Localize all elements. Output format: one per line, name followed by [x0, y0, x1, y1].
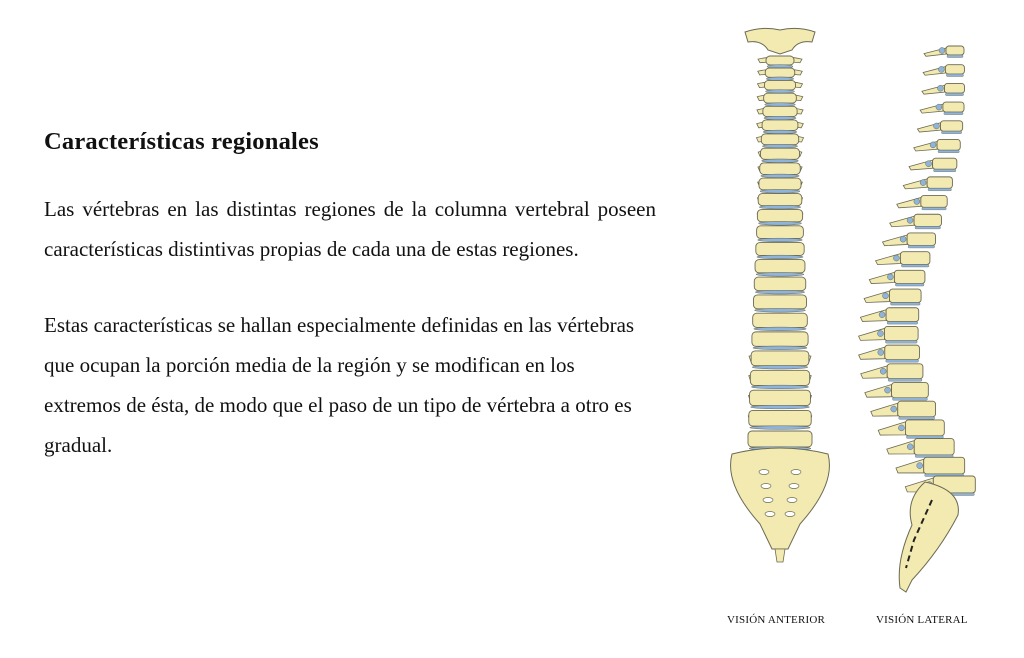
- vertebra-body: [757, 226, 804, 239]
- vertebra-body: [900, 252, 929, 265]
- vertebra-body: [758, 194, 802, 206]
- intervertebral-foramen: [880, 368, 886, 374]
- intervertebral-foramen: [891, 406, 897, 412]
- intervertebral-foramen: [907, 444, 913, 450]
- vertebra-body: [886, 308, 919, 322]
- vertebra-body: [748, 431, 812, 447]
- intervertebral-disc: [757, 255, 803, 259]
- intervertebral-foramen: [900, 236, 906, 242]
- intervertebral-disc: [947, 55, 963, 58]
- vertebra-body: [754, 277, 805, 291]
- sacral-foramen: [791, 470, 801, 475]
- vertebra-body: [885, 345, 920, 360]
- vertebra-body: [894, 270, 925, 283]
- intervertebral-disc: [895, 284, 924, 287]
- vertebra-body: [946, 46, 964, 55]
- intervertebral-disc: [761, 174, 800, 178]
- vertebra-body: [761, 148, 800, 159]
- intervertebral-disc: [762, 144, 797, 148]
- article: [44, 128, 656, 465]
- sacral-foramen: [785, 512, 795, 517]
- intervertebral-foramen: [930, 142, 936, 148]
- intervertebral-disc: [758, 238, 803, 242]
- sacral-foramen: [787, 498, 797, 503]
- vertebra-body: [763, 106, 797, 116]
- intervertebral-foramen: [907, 217, 913, 223]
- vertebra-body: [940, 121, 962, 131]
- intervertebral-disc: [885, 341, 917, 344]
- intervertebral-foramen: [933, 123, 939, 129]
- sacral-foramen: [789, 484, 799, 489]
- anterior-spine-view: [731, 28, 830, 562]
- lateral-spine-view: [859, 46, 976, 592]
- caption-lateral-view: VISIÓN LATERAL: [876, 614, 968, 626]
- vertebra-body: [760, 163, 801, 174]
- intervertebral-disc: [928, 188, 951, 191]
- intervertebral-disc: [945, 93, 963, 96]
- intervertebral-disc: [762, 159, 799, 163]
- intervertebral-disc: [760, 190, 800, 194]
- vertebra-body: [945, 65, 964, 74]
- vertebra-body: [924, 457, 965, 474]
- vertebra-body: [764, 80, 795, 90]
- intervertebral-disc: [754, 309, 805, 313]
- vertebra-body: [914, 214, 941, 226]
- intervertebral-foramen: [879, 312, 885, 318]
- vertebra-body: [750, 370, 809, 385]
- intervertebral-disc: [922, 207, 946, 210]
- intervertebral-foramen: [926, 161, 932, 167]
- vertebra-body: [937, 139, 960, 150]
- intervertebral-foramen: [936, 104, 942, 110]
- intervertebral-disc: [887, 322, 918, 325]
- vertebra-body: [898, 401, 936, 417]
- sacral-foramen: [763, 498, 773, 503]
- vertebra-body: [766, 56, 794, 65]
- intervertebral-disc: [944, 112, 963, 115]
- intervertebral-foramen: [938, 66, 944, 72]
- intervertebral-disc: [941, 131, 961, 134]
- vertebra-body: [887, 364, 923, 379]
- section-heading: Características regionales: [44, 128, 319, 155]
- intervertebral-disc: [946, 74, 963, 77]
- intervertebral-disc: [753, 346, 807, 350]
- intervertebral-disc: [759, 205, 801, 209]
- spine-drawing: [700, 20, 1010, 640]
- intervertebral-disc: [756, 273, 804, 277]
- vertebra-body: [751, 351, 809, 366]
- intervertebral-foramen: [937, 85, 943, 91]
- vertebra-body: [750, 390, 811, 405]
- paragraph-detail: Estas características se hallan especialmente definidas en las vértebras que ocupan la porción media de la región y se modifican en los extremos de ésta, de modo que el paso de un tipo de vértebra a otro es gradual.: [44, 313, 635, 457]
- atlas-vertebra: [745, 28, 815, 54]
- vertebra-body: [761, 134, 798, 145]
- vertebra-body: [943, 102, 964, 112]
- intervertebral-foramen: [877, 331, 883, 337]
- vertebra-body: [765, 68, 795, 77]
- intervertebral-disc: [938, 150, 959, 153]
- sacral-foramen: [759, 470, 769, 475]
- intervertebral-disc: [899, 417, 935, 420]
- intervertebral-foramen: [885, 387, 891, 393]
- intervertebral-disc: [888, 379, 922, 382]
- intervertebral-disc: [755, 290, 804, 294]
- intervertebral-foramen: [887, 274, 893, 280]
- intervertebral-foramen: [898, 425, 904, 431]
- intervertebral-disc: [763, 130, 797, 134]
- vertebra-body: [892, 383, 929, 398]
- intervertebral-disc: [751, 405, 810, 409]
- sacrum: [731, 448, 830, 549]
- intervertebral-disc: [901, 264, 928, 267]
- paragraph-intro: Las vértebras en las distintas regiones de la columna vertebral poseen características distintivas propias de cada una de estas regiones.: [44, 197, 656, 261]
- intervertebral-disc: [915, 226, 940, 229]
- intervertebral-foramen: [939, 48, 945, 54]
- vertebra-body: [907, 233, 935, 245]
- sacrum-lateral: [899, 482, 958, 592]
- vertebra-body: [890, 289, 922, 303]
- vertebra-body: [753, 313, 808, 327]
- vertebra-body: [753, 295, 806, 309]
- intervertebral-disc: [906, 436, 943, 439]
- intervertebral-disc: [934, 169, 956, 172]
- vertebra-body: [752, 332, 808, 346]
- vertebra-body: [759, 178, 801, 190]
- vertebra-body: [755, 260, 805, 273]
- intervertebral-disc: [751, 385, 808, 389]
- intervertebral-foramen: [878, 349, 884, 355]
- vertebra-body: [927, 177, 952, 188]
- vertebra-body: [757, 210, 802, 222]
- vertebra-body: [933, 158, 957, 169]
- intervertebral-disc: [886, 360, 919, 363]
- intervertebral-foramen: [893, 255, 899, 261]
- vertebra-body: [944, 83, 964, 93]
- sacral-foramen: [765, 512, 775, 517]
- intervertebral-disc: [891, 303, 921, 306]
- intervertebral-disc: [750, 426, 810, 430]
- intervertebral-disc: [908, 245, 934, 248]
- intervertebral-disc: [754, 327, 807, 331]
- intervertebral-disc: [752, 365, 808, 369]
- intervertebral-foramen: [917, 463, 923, 469]
- intervertebral-disc: [764, 116, 796, 120]
- vertebra-body: [884, 326, 918, 340]
- sacral-foramen: [761, 484, 771, 489]
- intervertebral-disc: [758, 222, 801, 226]
- vertebra-body: [764, 93, 797, 103]
- vertebra-body: [749, 410, 811, 426]
- coccyx: [775, 549, 785, 562]
- vertebra-body: [762, 120, 798, 131]
- intervertebral-foramen: [883, 293, 889, 299]
- vertebra-body: [756, 243, 804, 256]
- spine-illustration: [700, 20, 1010, 640]
- vertebra-body: [921, 196, 947, 208]
- intervertebral-disc: [893, 398, 928, 401]
- vertebra-body: [914, 439, 954, 455]
- intervertebral-foramen: [920, 180, 926, 186]
- vertebra-body: [905, 420, 944, 436]
- intervertebral-foramen: [914, 198, 920, 204]
- intervertebral-disc: [765, 103, 796, 107]
- caption-anterior-view: VISIÓN ANTERIOR: [727, 614, 826, 626]
